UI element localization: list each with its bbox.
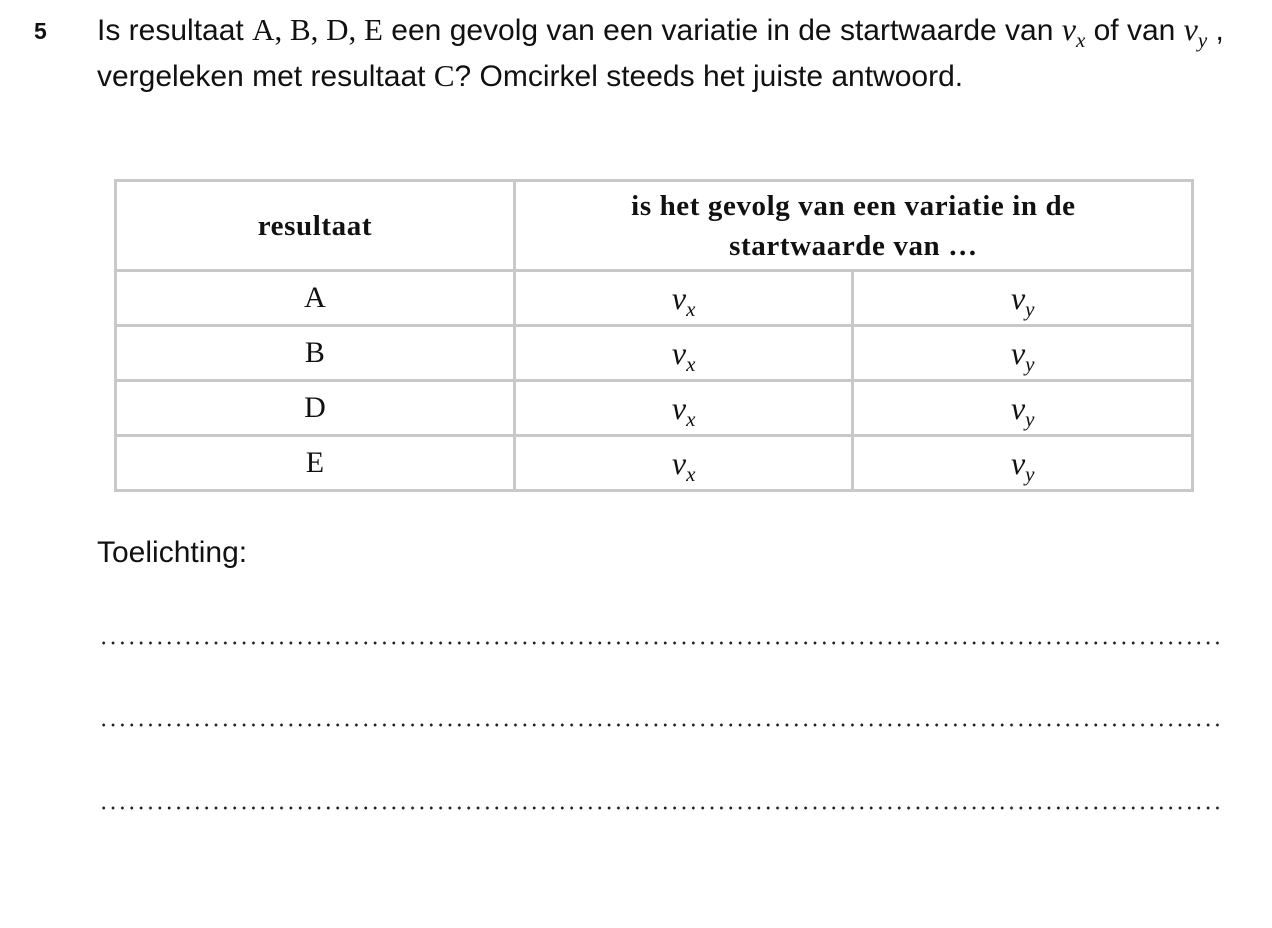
question-text-part: ? Omcirkel steeds het juiste antwoord. <box>454 60 964 93</box>
question-number: 5 <box>34 18 47 44</box>
variable-vx: $v_x$ <box>1061 11 1086 52</box>
option-vy[interactable]: $v_y$ <box>853 326 1193 381</box>
result-letter: B <box>116 326 515 381</box>
table-row <box>116 271 1193 326</box>
option-vx[interactable]: $v_x$ <box>514 436 853 491</box>
question-text-part: , vergeleken met resultaat <box>97 14 1224 93</box>
table-row <box>116 381 1193 436</box>
result-letter: E <box>116 436 515 491</box>
result-letter: A <box>116 271 515 326</box>
question-result-letter-c: C <box>433 58 455 93</box>
header-resultaat: resultaat <box>116 181 515 271</box>
option-vx[interactable]: $v_x$ <box>514 271 853 326</box>
question-text-part: een gevolg van een variatie in de startwaarde van <box>382 14 1062 47</box>
option-vy[interactable]: $v_y$ <box>853 271 1193 326</box>
option-vy[interactable]: $v_y$ <box>853 436 1193 491</box>
option-vx[interactable]: $v_x$ <box>514 326 853 381</box>
question-text-part: of van <box>1085 14 1184 47</box>
explanation-label: Toelichting: <box>97 536 248 569</box>
answer-line[interactable] <box>99 722 1223 728</box>
question-result-letters: A, B, D, E <box>252 12 383 47</box>
answer-table <box>114 179 1194 492</box>
question-text <box>97 7 1247 99</box>
header-variation: is het gevolg van een variatie in de startwaarde van … <box>514 181 1192 271</box>
variable-vy: $v_y$ <box>1183 11 1208 52</box>
table-row <box>116 326 1193 381</box>
option-vx[interactable]: $v_x$ <box>514 381 853 436</box>
option-vy[interactable]: $v_y$ <box>853 381 1193 436</box>
answer-line[interactable] <box>99 805 1223 811</box>
answer-line[interactable] <box>99 640 1223 646</box>
table-header-row <box>116 181 1193 271</box>
result-letter: D <box>116 381 515 436</box>
question-text-part: Is resultaat <box>97 14 253 47</box>
table-row <box>116 436 1193 491</box>
